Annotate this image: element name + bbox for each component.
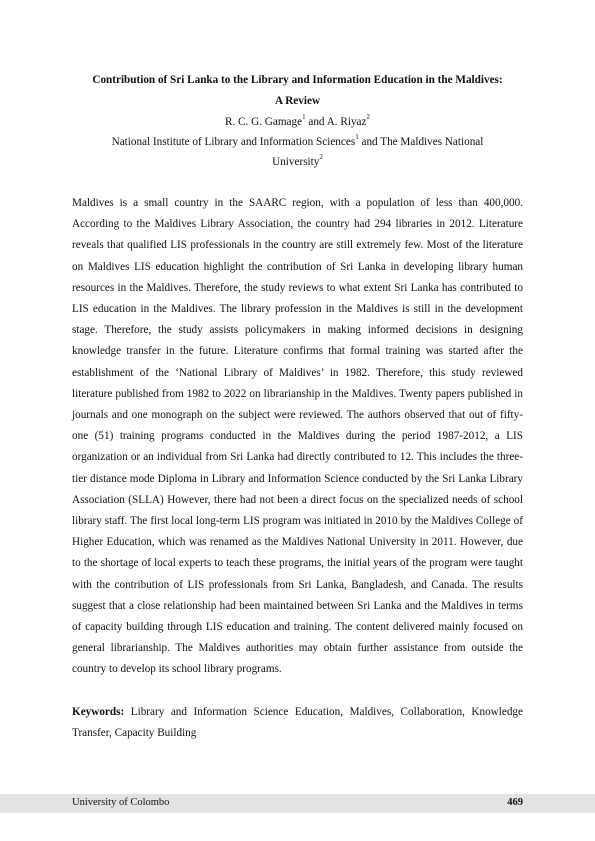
affiliation-2: and The Maldives National University — [272, 136, 484, 168]
keywords-paragraph — [72, 702, 523, 744]
affiliation-1: National Institute of Library and Information Sciences — [111, 136, 356, 148]
author-2: A. Riyaz — [326, 116, 367, 128]
title-line-2: A Review — [274, 95, 321, 107]
author-line — [72, 112, 523, 132]
author-2-affiliation-mark: 2 — [366, 113, 370, 122]
abstract-paragraph: Maldives is a small country in the SAARC region, with a population of less than 400,000. According to the Maldives Library Association, the country had 294 libraries in 2012. Literature reveals that qualified LIS professionals in the country are still extremely few. Most of the literature on Maldives LIS education highlight the contribution of Sri Lanka in developing library human resources in the Maldives. Therefore, the study reviews to what extent Sri Lanka has contributed to LIS education in the Maldives. The library profession in the Maldives is still in the development stage. Therefore, the study assists policymakers in making informed decisions in designing knowledge transfer in the future. Literature confirms that formal training was started after the establishment of the ‘National Library of Maldives’ in 1982. Therefore, this study reviewed literature published from 1982 to 2022 on librarianship in the Maldives. Twenty papers published in journals and one monograph on the subject were reviewed. The authors observed that out of fifty-one (51) training programs conducted in the Maldives during the period 1987-2012, a LIS organization or an individual from Sri Lanka had directly contributed to 12. This includes the three-tier distance mode Diploma in Library and Information Science conducted by the Sri Lanka Library Association (SLLA) However, there had not been a direct focus on the specialized needs of school library staff. The first local long-term LIS program was initiated in 2010 by the Maldives College of Higher Education, which was renamed as the Maldives National University in 2011. However, due to the shortage of local experts to teach these programs, the initial years of the program were taught with the contribution of LIS professionals from Sri Lanka, Bangladesh, and Canada. The results suggest that a close relationship had been maintained between Sri Lanka and the Maldives in terms of capacity building through LIS education and training. The content delivered mainly focused on general librarianship. The Maldives authorities may obtain further assistance from outside the country to develop its school library programs. — [72, 197, 523, 676]
author-conjunction: and — [305, 116, 327, 128]
title-line-1: Contribution of Sri Lanka to the Library and Information Education in the Maldives: — [92, 74, 503, 86]
author-1-affiliation-mark: 1 — [302, 113, 306, 122]
paper-title — [72, 70, 523, 112]
affiliation-line — [90, 132, 505, 172]
affiliation-1-mark: 1 — [355, 133, 359, 142]
keywords-text: Library and Information Science Education, Maldives, Collaboration, Knowledge Transfer, Capacity Building — [72, 706, 523, 740]
page-footer — [0, 794, 595, 813]
keywords-label: Keywords: — [72, 706, 125, 718]
author-1: R. C. G. Gamage — [225, 116, 303, 128]
page-number: 469 — [507, 797, 523, 808]
affiliation-2-mark: 2 — [319, 153, 323, 162]
footer-institution: University of Colombo — [72, 797, 170, 808]
